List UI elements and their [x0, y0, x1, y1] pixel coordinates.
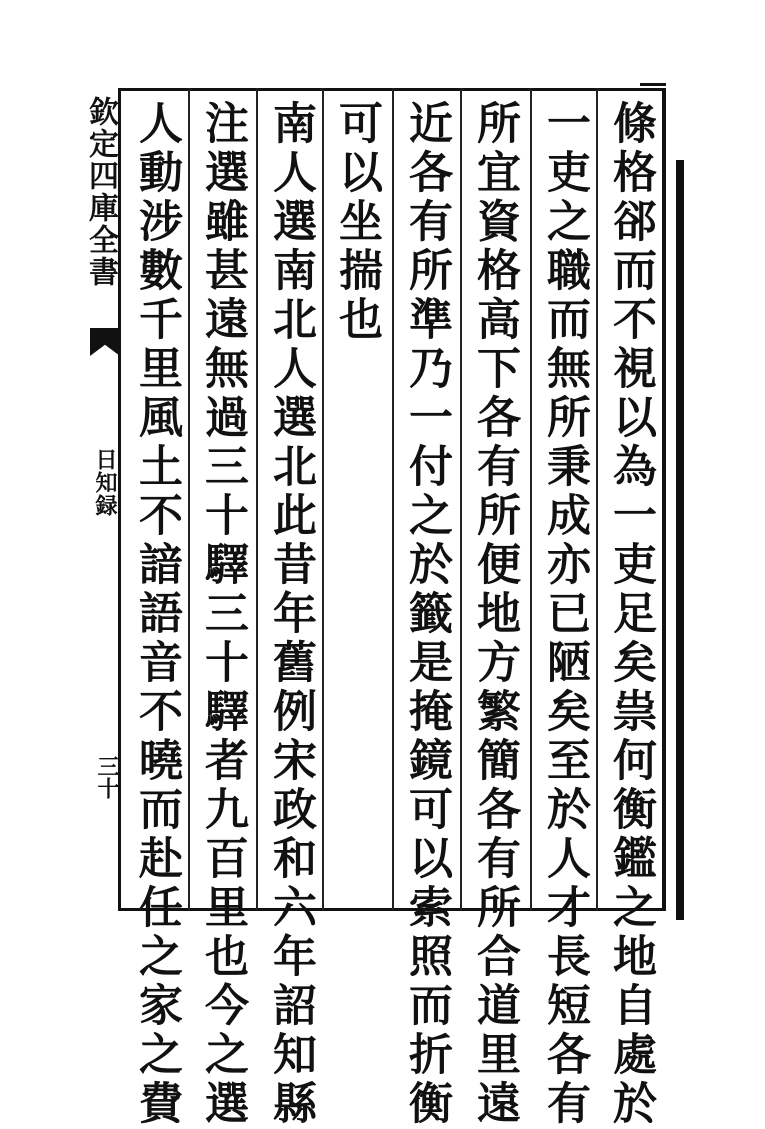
text-column-1: 條格郤而不視以為一吏足矣祟何衡鑑之地自處於: [605, 100, 656, 1129]
text-column-4: 近各有所準乃一付之於籤是掩鏡可以索照而折衡: [401, 100, 452, 1129]
text-column-5: 可以坐揣也: [331, 100, 382, 345]
page-number: 三十: [94, 755, 120, 799]
text-column-3: 所宜資格高下各有所便地方繁簡各有所合道里遠: [469, 100, 520, 1129]
column-separator: [322, 88, 324, 910]
column-separator: [392, 88, 394, 910]
column-separator: [188, 88, 190, 910]
text-column-7: 注選雖甚遠無過三十驛三十驛者九百里也今之選: [197, 100, 248, 1129]
collection-title: 欽定四庫全書: [83, 96, 118, 288]
column-separator: [530, 88, 532, 910]
text-column-8: 人動涉數千里風土不諳語音不曉而赴任之家之費: [131, 100, 182, 1129]
column-separator: [596, 88, 598, 910]
column-separator: [460, 88, 462, 910]
text-column-6: 南人選南北人選北此昔年舊例宋政和六年詔知縣: [265, 100, 316, 1129]
frame-right-shadow: [676, 160, 684, 920]
frame-right-border: [662, 88, 666, 910]
book-title: 日知録: [92, 448, 118, 517]
text-column-2: 一吏之職而無所秉成亦已陋矣至於人才長短各有: [539, 100, 590, 1129]
frame-corner-mark: [640, 83, 666, 86]
column-separator: [256, 88, 258, 910]
fishtail-mark-icon: [90, 328, 120, 356]
